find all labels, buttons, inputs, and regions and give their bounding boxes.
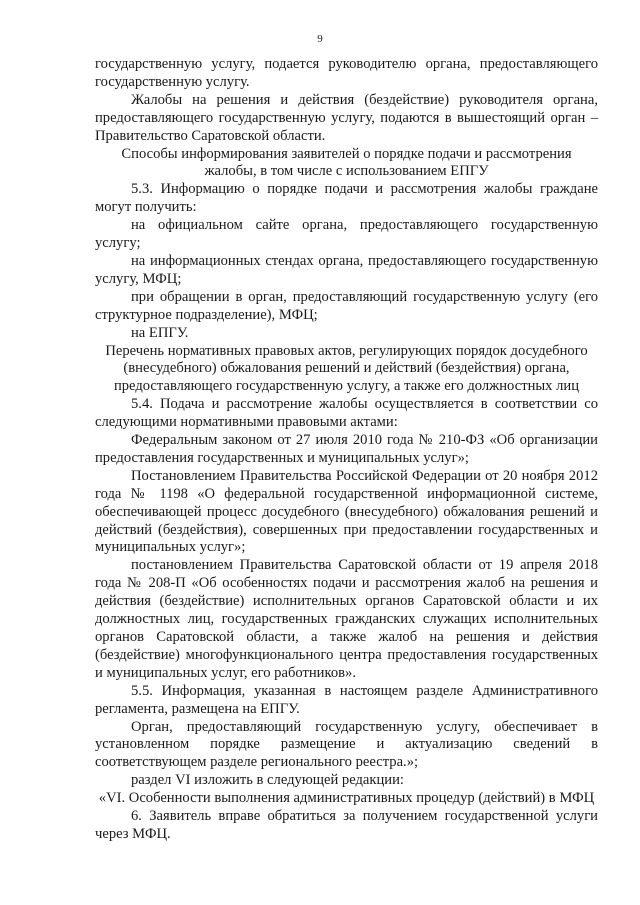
para-5-3: 5.3. Информацию о порядке подачи и рассмотрения жалобы граждане могут получить: xyxy=(95,181,598,216)
page-number: 9 xyxy=(317,33,323,45)
para-organ-ensures: Орган, предоставляющий государственную услугу, обеспечивает в установленном порядке размещение и актуализацию сведений в соответствующем разделе регионального реестра.»; xyxy=(95,718,598,771)
para-section-vi-intro: раздел VI изложить в следующей редакции: xyxy=(131,772,404,789)
para-decree-1198: Постановлением Правительства Российской Федерации от 20 ноября 2012 года № 1198 «О федеральной государственной информационной системе, обеспечивающей процесс досудебного (внесудебного) обжалования решений и действий (бездействия), совершенных при предоставлении государственных и муниципальных услуг»; xyxy=(95,467,598,556)
para-official-website: на официальном сайте органа, предоставляющего государственную услугу; xyxy=(95,217,598,252)
para-5-5: 5.5. Информация, указанная в настоящем разделе Административного регламента, размещена на ЕПГУ. xyxy=(95,682,598,717)
heading-informing-methods: Способы информирования заявителей о порядке подачи и рассмотрения жалобы, в том числе с использованием ЕПГУ xyxy=(121,145,572,180)
para-continuation-submission: государственную услугу, подается руководителю органа, предоставляющего государственную услугу. xyxy=(95,56,598,90)
para-federal-law-210: Федеральным законом от 27 июля 2010 года № 210-ФЗ «Об организации предоставления государственных и муниципальных услуг»; xyxy=(95,432,598,466)
para-6: 6. Заявитель вправе обратиться за получением государственной услуги через МФЦ. xyxy=(95,808,598,842)
para-in-person: при обращении в орган, предоставляющий государственную услугу (его структурное подразделение), МФЦ; xyxy=(95,288,598,323)
para-complaints-to-higher-authority: Жалобы на решения и действия (бездействие) руководителя органа, предоставляющего государственную услугу, подаются в вышестоящий орган – Правительство Саратовской области. xyxy=(95,91,598,144)
para-info-stands: на информационных стендах органа, предоставляющего государственную услугу, МФЦ; xyxy=(95,252,598,287)
para-decree-208-p: постановлением Правительства Саратовской области от 19 апреля 2018 года № 208-П «Об особенностях подачи и рассмотрения жалоб на решения и действия (бездействие) исполнительных органов Саратовской области и их должностных лиц, государственных гражданских служащих исполнительных органов Саратовской области, а также жалоб на решения и действия (бездействие) многофункционального центра предоставления государственных и муниципальных услуг, его работников». xyxy=(95,557,598,681)
heading-legal-acts-list: Перечень нормативных правовых актов, регулирующих порядок досудебного (внесудебного) обжалования решений и действий (бездействия) органа, предоставляющего государственную услугу, а также его должностных лиц xyxy=(105,342,588,395)
heading-section-vi: «VI. Особенности выполнения административных процедур (действий) в МФЦ xyxy=(98,790,595,807)
document-body xyxy=(95,56,598,844)
para-5-4: 5.4. Подача и рассмотрение жалобы осуществляется в соответствии со следующими нормативными правовыми актами: xyxy=(95,396,598,431)
para-epgu: на ЕПГУ. xyxy=(131,324,189,341)
